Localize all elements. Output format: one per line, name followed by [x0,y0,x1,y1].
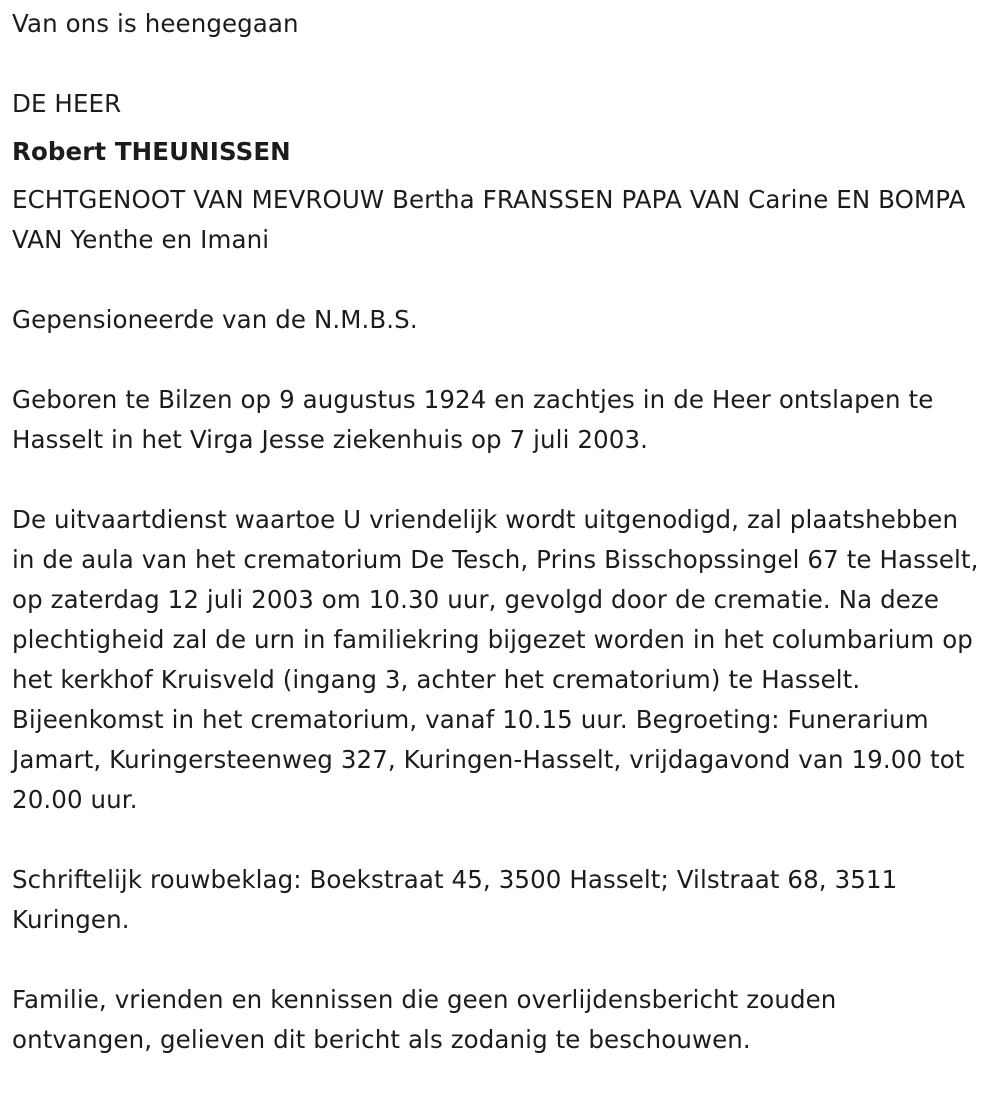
birth-death-paragraph: Geboren te Bilzen op 9 augustus 1924 en zachtjes in de Heer ontslapen te Hasselt in het Virga Jesse ziekenhuis op 7 juli 2003. [12,385,934,454]
funeral-service-paragraph: De uitvaartdienst waartoe U vriendelijk wordt uitgenodigd, zal plaatshebben in de aula van het crematorium De Tesch, Prins Bisschopssingel 67 te Hasselt, op zaterdag 12 juli 2003 om 10.30 uur, gevolgd door de crematie. Na deze plechtigheid zal de urn in familiekring bijgezet worden in het columbarium op het kerkhof Kruisveld (ingang 3, achter het crematorium) te Hasselt. Bijeenkomst in het crematorium, vanaf 10.15 uur. Begroeting: Funerarium Jamart, Kuringersteenweg 327, Kuringen-Hasselt, vrijdagavond van 19.00 tot 20.00 uur. [12,505,979,814]
death-notice [12,4,982,1060]
condolences-paragraph: Schriftelijk rouwbeklag: Boekstraat 45, 3500 Hasselt; Vilstraat 68, 3511 Kuringen. [12,865,898,934]
family-relations: ECHTGENOOT VAN MEVROUW Bertha FRANSSEN PAPA VAN Carine EN BOMPA VAN Yenthe en Imani [12,185,966,254]
honorific: DE HEER [12,89,122,118]
occupation: Gepensioneerde van de N.M.B.S. [12,305,418,334]
deceased-name: Robert THEUNISSEN [12,137,291,166]
intro-line: Van ons is heengegaan [12,9,299,38]
closing-paragraph: Familie, vrienden en kennissen die geen overlijdensbericht zouden ontvangen, gelieven dit bericht als zodanig te beschouwen. [12,985,837,1054]
